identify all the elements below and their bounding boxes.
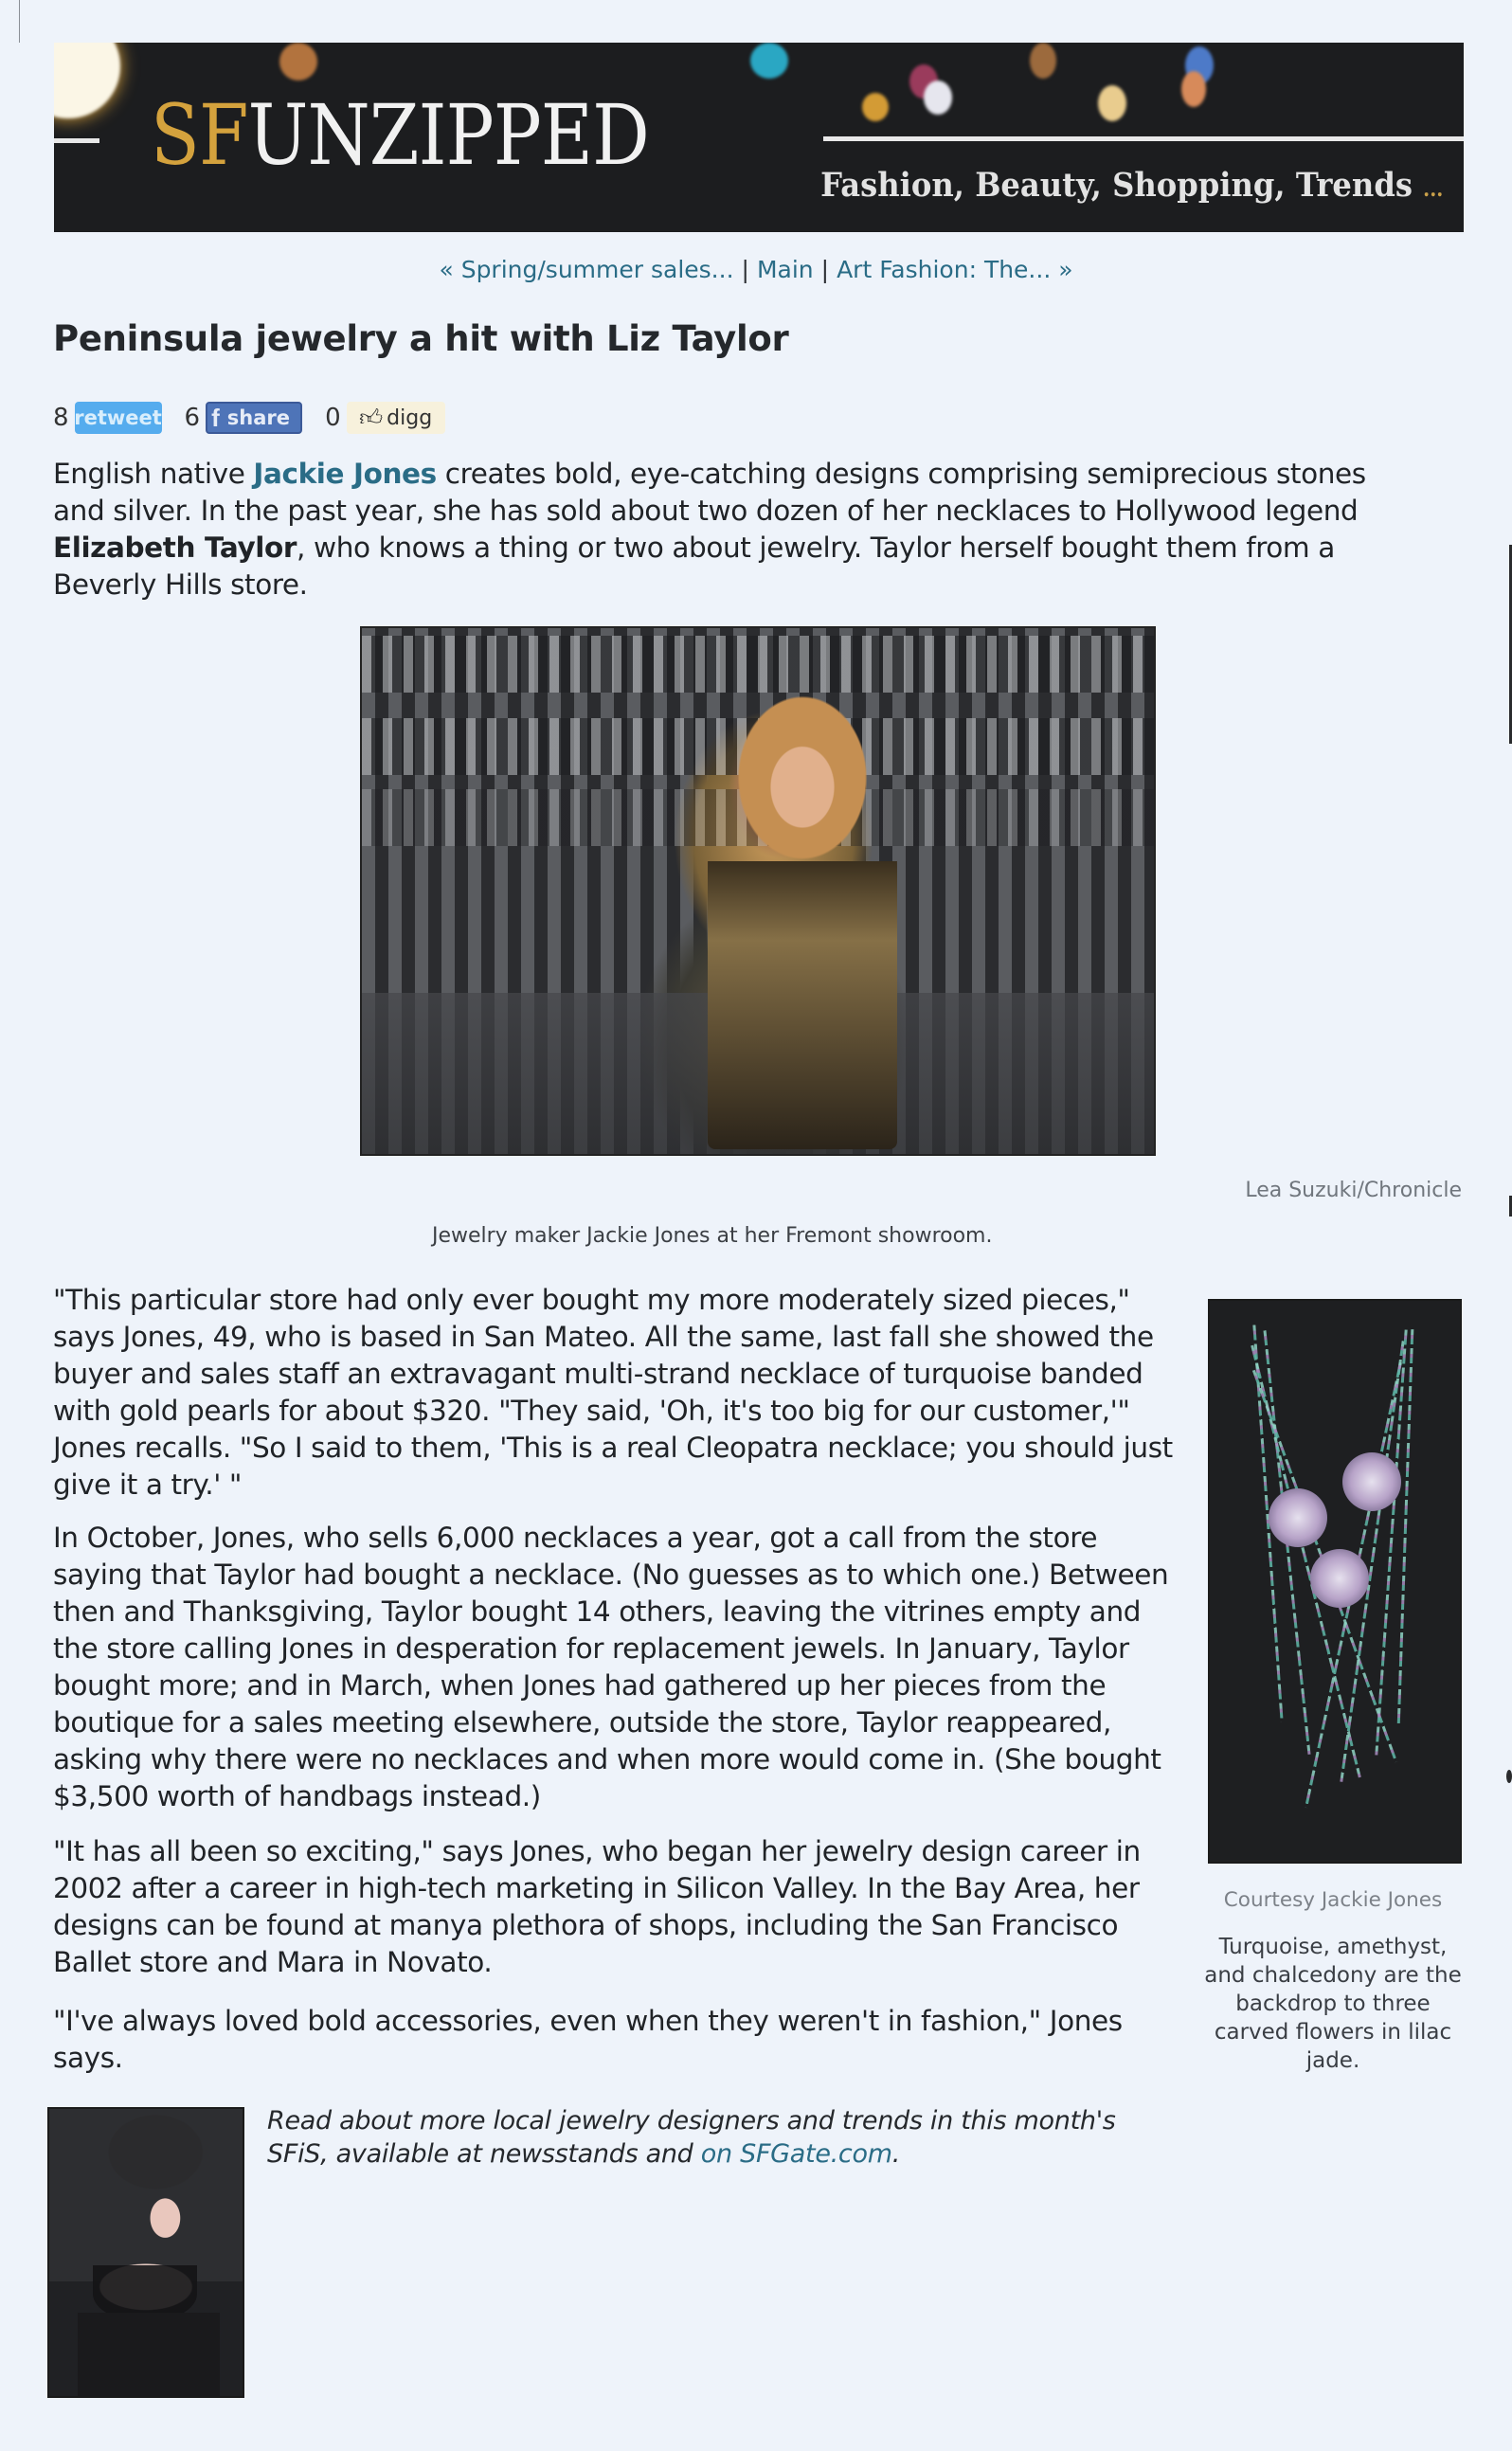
bokeh-light: [1181, 71, 1206, 107]
digg-label: digg: [387, 405, 433, 430]
retweet-button[interactable]: [75, 402, 162, 434]
jackie-jones-photo: [360, 626, 1156, 1156]
social-share-bar: [53, 400, 468, 436]
nav-separator: |: [741, 256, 749, 283]
digg-button[interactable]: [347, 402, 445, 434]
bokeh-light: [279, 43, 317, 81]
retweet-label: retweet: [74, 406, 162, 429]
elizabeth-taylor-name: Elizabeth Taylor: [53, 532, 297, 564]
sfis-teaser: [267, 2104, 1177, 2171]
logo-rest: UNZIPPED: [247, 86, 650, 184]
scan-edge-mark: [1506, 1770, 1512, 1783]
retweet-count: 8: [53, 404, 69, 432]
necklace-photo: [1208, 1299, 1462, 1864]
bokeh-light: [1098, 85, 1126, 121]
digg-count: 0: [325, 404, 341, 432]
photo-person: [708, 685, 897, 1149]
jackie-jones-link[interactable]: Jackie Jones: [253, 458, 437, 490]
share-label: share: [226, 406, 290, 429]
teaser-end: .: [891, 2139, 900, 2169]
share-count: 6: [184, 404, 201, 432]
tagline-text: Fashion, Beauty, Shopping, Trends: [819, 166, 1413, 205]
photo-shelf: [362, 636, 1154, 693]
article-paragraph: "It has all been so exciting," says Jones, who began her jewelry design career in 2002 after a career in high-tech marketing in Silicon Valley. In the Bay Area, her designs can be found at manya plethora of shops, including the San Francisco Ballet store and Mara in Novato.: [53, 1835, 1141, 1978]
bokeh-light: [54, 43, 120, 118]
bokeh-light: [862, 93, 889, 121]
necklace-photo-credit: Courtesy Jackie Jones: [1223, 1888, 1443, 1912]
site-logo[interactable]: [151, 88, 649, 183]
thumbs-up-icon: 👍︎: [359, 404, 384, 431]
facebook-icon: f: [211, 403, 220, 432]
logo-prefix: SF: [151, 86, 248, 184]
photo-credit: Lea Suzuki/Chronicle: [1245, 1179, 1462, 1202]
intro-paragraph: [53, 456, 1417, 604]
page-edge-line: [19, 0, 20, 43]
teaser-text: Read about more local jewelry designers and trends in this month's SFiS, available at newsstands and: [267, 2106, 1116, 2169]
jade-flower: [1342, 1452, 1401, 1511]
site-tagline: [820, 166, 1443, 205]
bokeh-light: [1030, 43, 1056, 79]
necklace-photo-caption: Turquoise, amethyst, and chalcedony are the backdrop to three carved flowers in lilac jade.: [1204, 1935, 1462, 2073]
model-dress: [78, 2313, 220, 2396]
sfgate-link[interactable]: on SFGate.com: [700, 2139, 892, 2169]
post-navigation: [0, 256, 1512, 283]
next-post-link[interactable]: Art Fashion: The... »: [837, 256, 1073, 283]
jade-flower: [1310, 1549, 1369, 1608]
article-paragraph: In October, Jones, who sells 6,000 necklaces a year, got a call from the store saying that Taylor had bought a necklace. (No guesses as to which one.) Between then and Thanksgiving, Taylor bought 14 others, leaving the vitrines empty and the store calling Jones in desperation for replacement jewels. In January, Taylor bought more; and in March, when Jones had gathered up her pieces from the boutique for a sales meeting elsewhere, outside the store, Taylor reappeared, asking why there were no necklaces and when more would come in. (She bought $3,500 worth of handbags instead.): [53, 1522, 1169, 1812]
intro-text: , who knows a thing or two about jewelry. Taylor herself bought them from a Beverly Hills store.: [53, 532, 1335, 601]
article-paragraph: "This particular store had only ever bought my more moderately sized pieces," says Jones, 49, who is based in San Mateo. All the same, last fall she showed the buyer and sales staff an extravagant multi-strand necklace of turquoise banded with gold pearls for about $320. "They said, 'Oh, it's too big for our customer,'" Jones recalls. "So I said to them, 'This is a real Cleopatra necklace; you should just give it a try.' ": [53, 1284, 1173, 1501]
banner-rule-right: [823, 136, 1464, 141]
facebook-share-button[interactable]: [206, 402, 302, 434]
intro-text: creates bold, eye-catching designs comprising semiprecious stones and silver. In the past year, she has sold about two dozen of her necklaces to Hollywood legend: [53, 458, 1366, 527]
tagline-ellipsis: ...: [1422, 177, 1443, 202]
article-paragraph: "I've always loved bold accessories, even when they weren't in fashion," Jones says.: [53, 2005, 1123, 2074]
photo-caption: Jewelry maker Jackie Jones at her Fremont showroom.: [432, 1224, 993, 1248]
runway-model-photo[interactable]: [47, 2107, 244, 2398]
prev-post-link[interactable]: « Spring/summer sales...: [439, 256, 734, 283]
banner-rule-left: [54, 138, 99, 143]
bokeh-light: [924, 81, 952, 115]
site-banner[interactable]: [54, 43, 1464, 232]
bokeh-light: [750, 43, 788, 79]
main-link[interactable]: Main: [756, 256, 814, 283]
intro-text: English native: [53, 458, 254, 490]
article-title: Peninsula jewelry a hit with Liz Taylor: [53, 318, 789, 359]
nav-separator: |: [820, 256, 830, 283]
jade-flower: [1269, 1488, 1327, 1547]
